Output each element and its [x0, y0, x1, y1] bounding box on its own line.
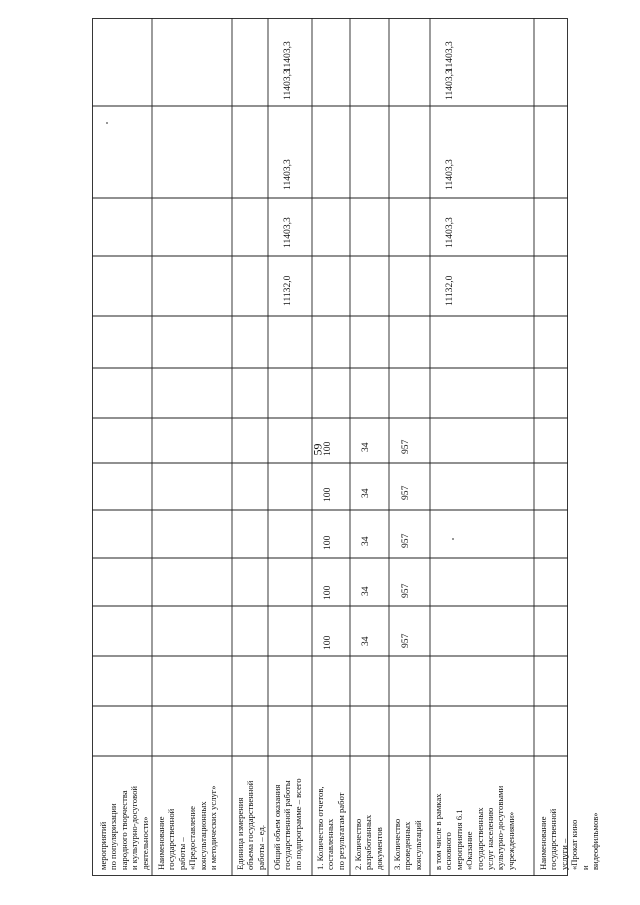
cell-docs-3: 34 [360, 536, 371, 546]
page-number: 59 [310, 443, 325, 456]
cell-main-2: 11403,3 [444, 217, 455, 248]
cell-main-1: 11132,0 [444, 275, 455, 306]
cell-total-5: 11403,3 [282, 41, 293, 72]
cell-total-1: 11132,0 [282, 275, 293, 306]
row-label-work-name: Наименование государственной работы – «Предоставление консультационных и методических услуг» [156, 785, 219, 870]
cell-total-2: 11403,3 [282, 217, 293, 248]
cell-reports-3: 100 [322, 535, 333, 550]
cell-total-4: 11403,3 [282, 69, 293, 100]
cell-consult-2: 957 [400, 583, 411, 598]
row-label-total-volume: Общий объем оказания государственной работы по подпрограмме – всего [272, 778, 303, 870]
cell-main-5: 11403,3 [444, 41, 455, 72]
cell-main-4: 11403,3 [444, 69, 455, 100]
row-label-consultations: 3. Количество проведенных консультаций [392, 818, 423, 870]
cell-total-3: 11403,3 [282, 159, 293, 190]
cell-consult-4: 957 [400, 485, 411, 500]
cell-reports-1: 100 [322, 635, 333, 650]
row-label-service-name: Наименование государственной услуги – «Прокат кино и видеофильмов» [538, 808, 601, 870]
cell-reports-4: 100 [322, 487, 333, 502]
cell-consult-5: 957 [400, 439, 411, 454]
cell-docs-2: 34 [360, 586, 371, 596]
cell-reports-2: 100 [322, 585, 333, 600]
row-label-intro: мероприятий по популяризации народного творчества и культурно-досуговой деятельности» [98, 786, 150, 870]
row-label-documents: 2. Количество разработанных документов [353, 814, 384, 870]
row-label-main-event: в том числе в рамках основного мероприятия 6.1 «Оказание государственных услуг населению культурно-досуговыми учреждениями» [433, 785, 516, 870]
row-label-unit: Единица измерения объема государственной работы – ед. [235, 780, 266, 870]
cell-docs-1: 34 [360, 636, 371, 646]
cell-consult-3: 957 [400, 533, 411, 548]
row-label-reports: 1. Количество отчетов, составленных по результатам работ [315, 786, 346, 870]
cell-docs-5: 34 [360, 442, 371, 452]
cell-consult-1: 957 [400, 633, 411, 648]
data-table [92, 18, 601, 876]
scan-speck [106, 122, 108, 124]
cell-reports-5: 100 [322, 441, 333, 456]
cell-main-3: 11403,3 [444, 159, 455, 190]
cell-docs-4: 34 [360, 488, 371, 498]
scan-speck [452, 538, 454, 540]
